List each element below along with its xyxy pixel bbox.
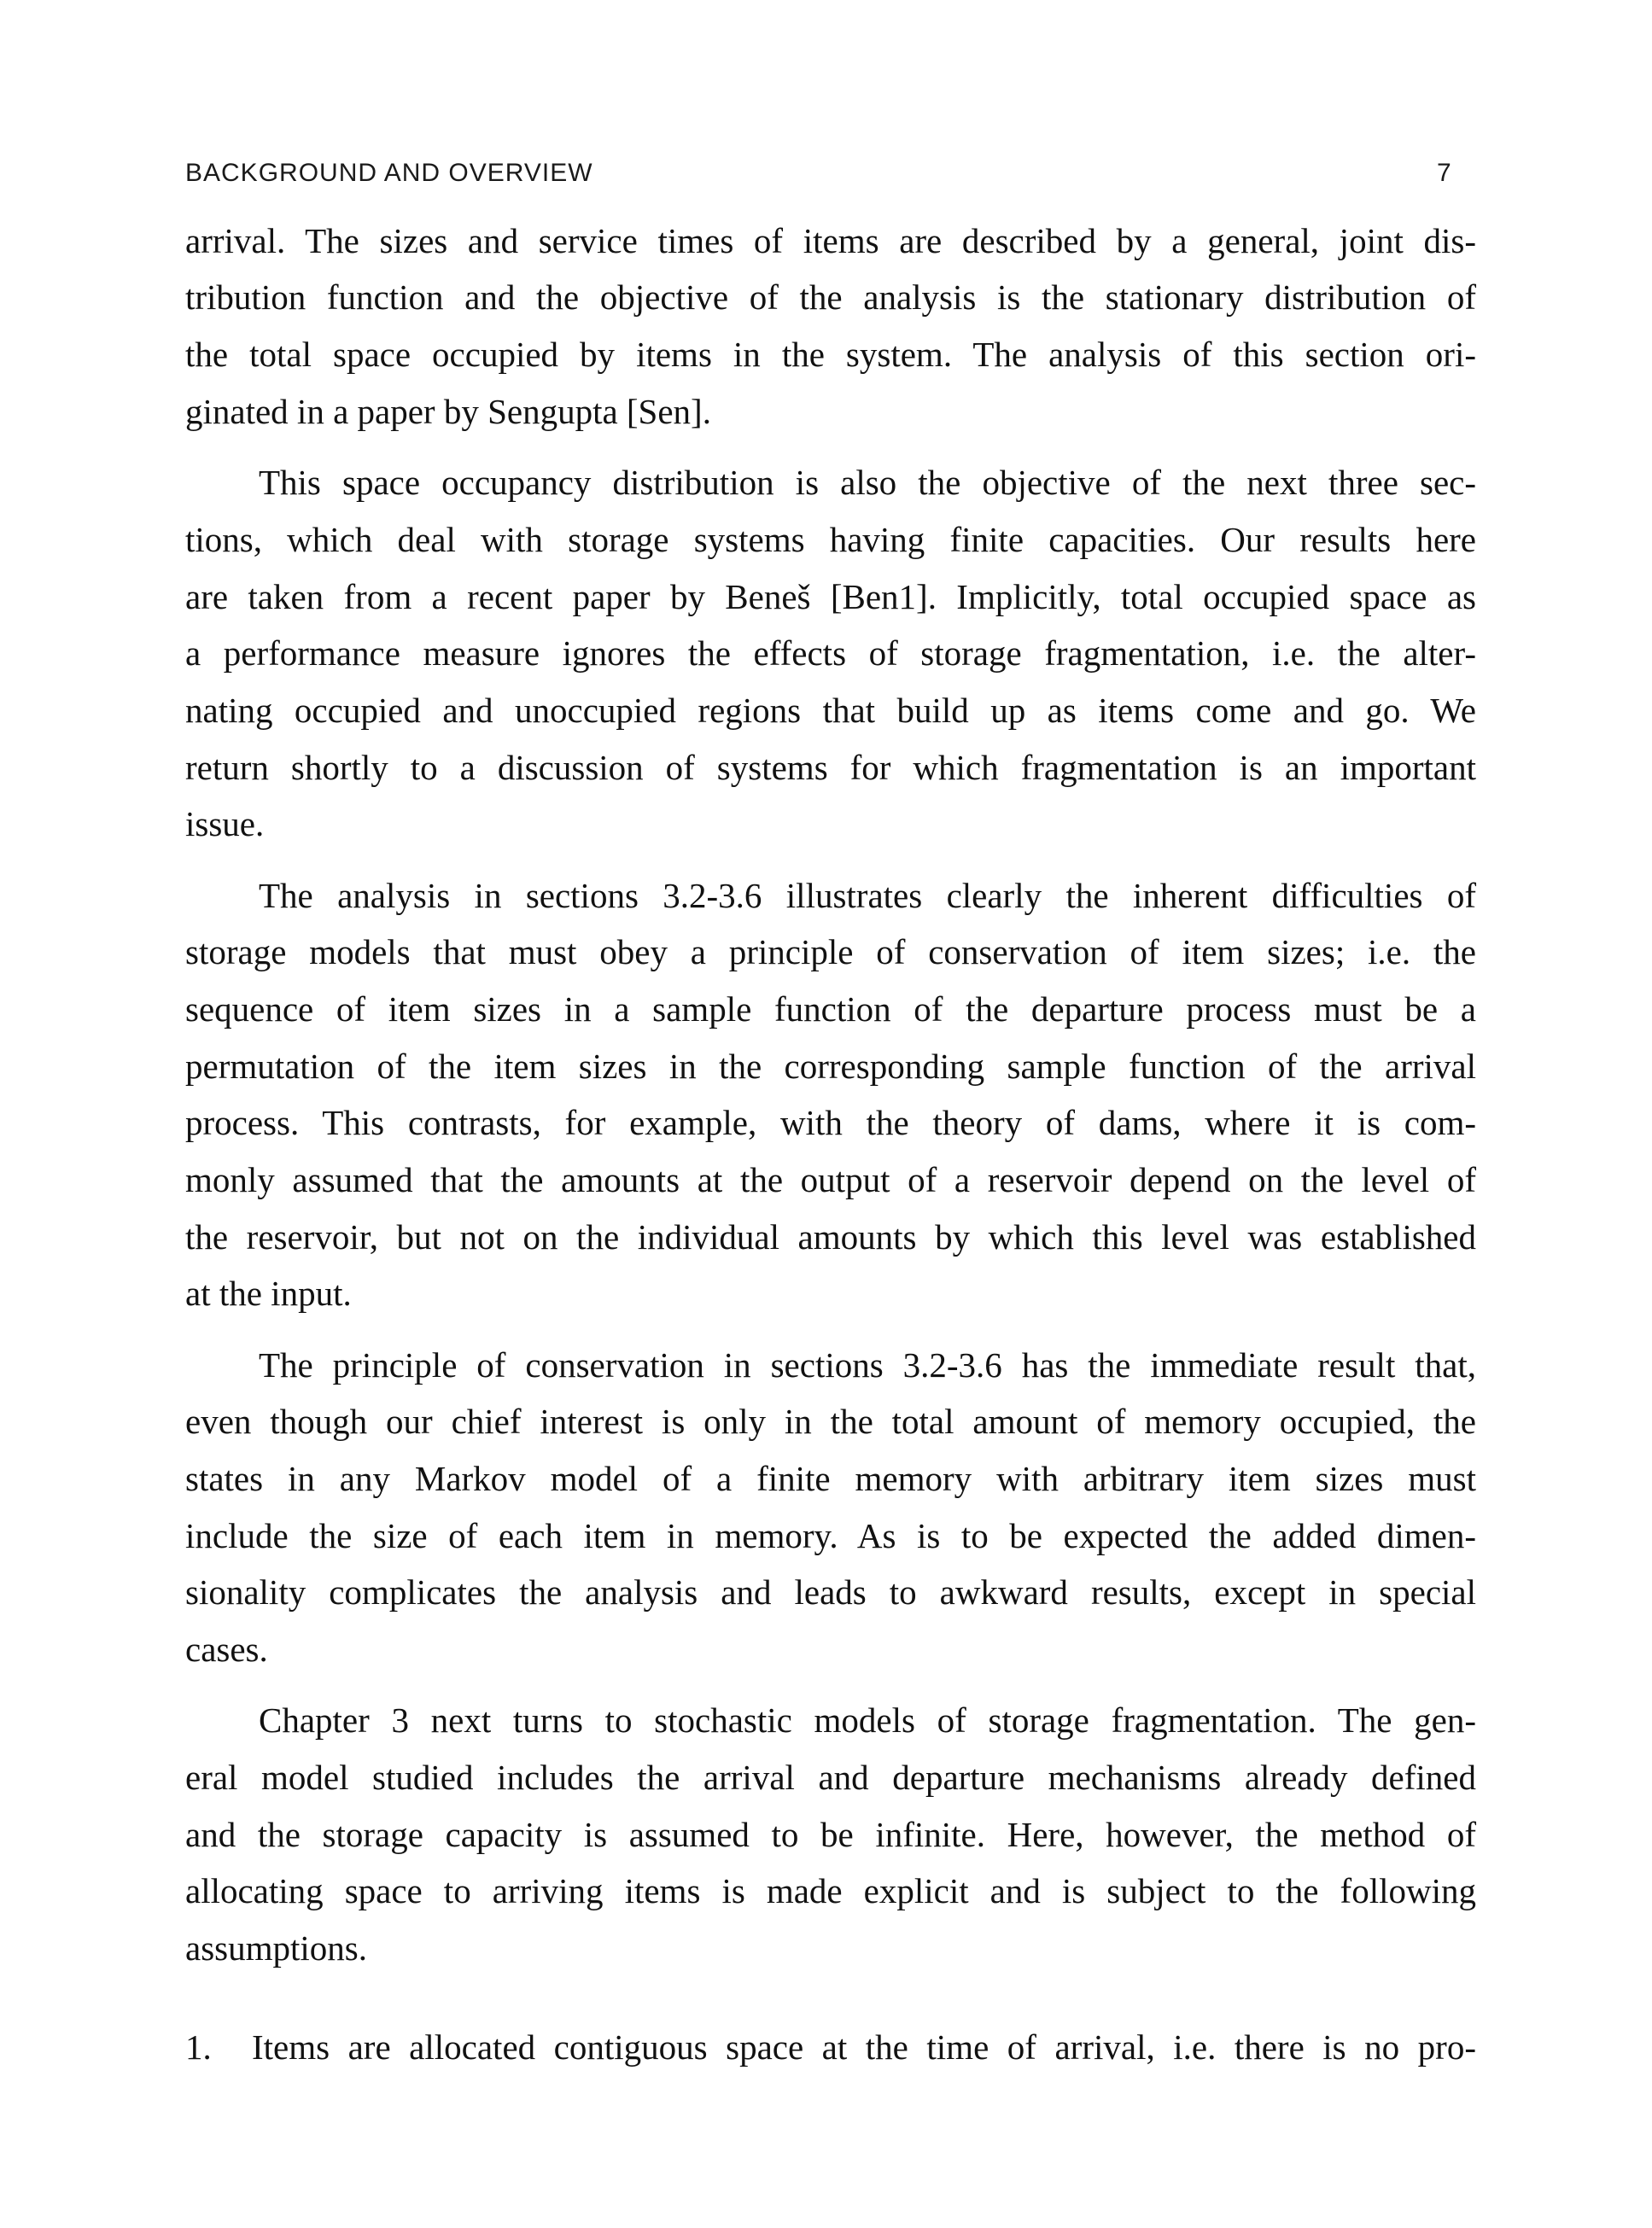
text-line: and the storage capacity is assumed to be infinite. Here, however, the method of [185, 1815, 1476, 1854]
text-line: the total space occupied by items in the system. The analysis of this section ori- [185, 335, 1476, 374]
text-line: nating occupied and unoccupied regions that build up as items come and go. We [185, 691, 1476, 730]
text-line: are taken from a recent paper by Beneš [Ben1]. Implicitly, total occupied space as [185, 577, 1476, 616]
text-line: permutation of the item sizes in the corresponding sample function of the arrival [185, 1047, 1476, 1086]
list-item-number: 1. [185, 2027, 212, 2067]
text-line: arrival. The sizes and service times of items are described by a general, joint dis- [185, 221, 1476, 260]
text-line: Chapter 3 next turns to stochastic models of storage fragmentation. The gen- [259, 1700, 1476, 1740]
text-line: cases. [185, 1630, 268, 1669]
text-line: sequence of item sizes in a sample function of the departure process must be a [185, 989, 1476, 1029]
text-line: the reservoir, but not on the individual amounts by which this level was established [185, 1217, 1476, 1257]
list-item-text: Items are allocated contiguous space at the time of arrival, i.e. there is no pro- [252, 2027, 1476, 2067]
text-line: states in any Markov model of a finite memory with arbitrary item sizes must [185, 1459, 1476, 1498]
text-line: eral model studied includes the arrival and departure mechanisms already defined [185, 1758, 1476, 1797]
page-number: 7 [1437, 159, 1451, 187]
text-line: tions, which deal with storage systems having finite capacities. Our results here [185, 520, 1476, 559]
text-line: monly assumed that the amounts at the output of a reservoir depend on the level of [185, 1160, 1476, 1199]
text-line: This space occupancy distribution is also the objective of the next three sec- [259, 463, 1476, 502]
text-line: even though our chief interest is only in the total amount of memory occupied, the [185, 1402, 1476, 1441]
text-line: at the input. [185, 1274, 352, 1313]
text-line: include the size of each item in memory. As is to be expected the added dimen- [185, 1516, 1476, 1555]
text-line: tribution function and the objective of the analysis is the stationary distribution of [185, 277, 1476, 317]
text-line: a performance measure ignores the effects of storage fragmentation, i.e. the alter- [185, 633, 1476, 673]
running-head: BACKGROUND AND OVERVIEW [185, 159, 593, 187]
text-line: issue. [185, 804, 265, 843]
text-line: return shortly to a discussion of systems for which fragmentation is an important [185, 748, 1476, 787]
text-line: ginated in a paper by Sengupta [Sen]. [185, 392, 711, 431]
text-line: allocating space to arriving items is made explicit and is subject to the following [185, 1871, 1476, 1910]
text-line: sionality complicates the analysis and leads to awkward results, except in special [185, 1572, 1476, 1612]
text-line: assumptions. [185, 1928, 367, 1968]
text-line: The analysis in sections 3.2-3.6 illustrates clearly the inherent difficulties of [259, 876, 1476, 915]
text-line: process. This contrasts, for example, with the theory of dams, where it is com- [185, 1103, 1476, 1142]
text-line: storage models that must obey a principle of conservation of item sizes; i.e. the [185, 932, 1476, 971]
text-line: The principle of conservation in sections 3.2-3.6 has the immediate result that, [259, 1345, 1476, 1385]
